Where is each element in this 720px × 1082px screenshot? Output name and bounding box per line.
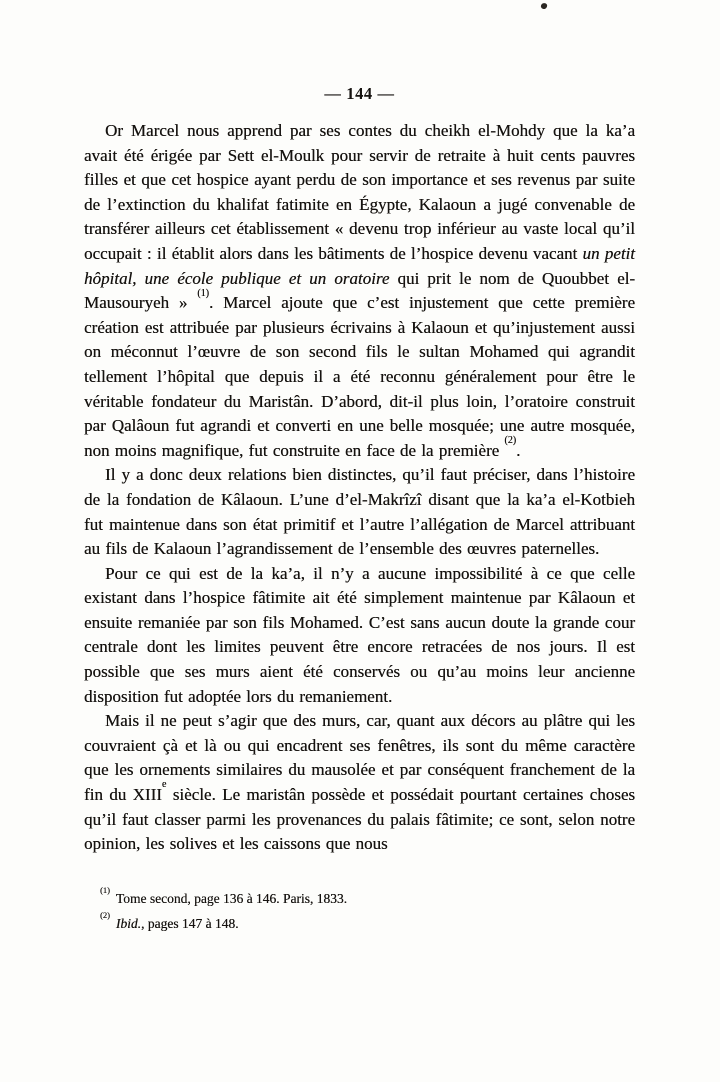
footnote-ref-2: (2) [504, 435, 517, 447]
text-run: Il y a donc deux relations bien distinctes, qu’il faut préciser, dans l’histoire de la fondation de Kâlaoun. L’une d’el-Makrîzî disant que la ka’a el-Kotbieh fut maintenue dans son état primitif et l’autre l’allégation de Marcel attribuant au fils de Kalaoun l’agrandissement de l’ensemble des œuvres paternelles. [84, 465, 635, 559]
footnote-ref-1: (1) [197, 287, 209, 299]
text-run: . [516, 440, 521, 460]
footnote-ibid: Ibid. [115, 915, 142, 931]
page-number-header: — 144 — [324, 84, 395, 103]
text-run: Mais il ne peut s’agir que des murs, car, quant aux décors au plâtre qui les couvraient çà et là ou qui encadrent ses fenêtres, ils sont du même caractère que les ornements similaires du mausolée et par conséquent franchement de la fin du XIII [84, 711, 635, 805]
text-run: siècle. Le maristân possède et possédait pourtant certaines choses qu’il faut classer parmi les provenances du palais fâtimite; ce sont, selon notre opinion, les solives et les caissons que nous [84, 785, 635, 854]
text-run: Pour ce qui est de la ka’a, il n’y a aucune impossibilité à ce que celle existant dans l’hospice fâtimite ait été simplement maintenue par Kâlaoun et ensuite remaniée par son fils Mohamed. C’est sans aucun doute la grande cour centrale dont les limites peuvent être encore retracées de nos jours. Il est possible que ses murs aient été conservés ou qu’au moins leur ancienne disposition fut adoptée lors du remaniement. [84, 563, 635, 706]
paragraph-2 [84, 463, 635, 561]
text-run: Or Marcel nous apprend par ses contes du cheikh el-Mohdy que la ka’a avait été érigée par Sett el-Moulk pour servir de retraite à huit cents pauvres filles et que cet hospice ayant perdu de son importance et ses revenus par suite de l’extinction du khalifat fatimite en Égypte, Kalaoun a jugé convenable de transférer ailleurs cet établissement « devenu trop inférieur au vaste local qu’il occupait : il établit alors dans les bâtiments de l’hospice devenu vacant [84, 121, 635, 263]
footnote-text: , pages 147 à 148. [141, 915, 239, 931]
paragraph-3 [84, 562, 635, 710]
text-block [84, 84, 635, 936]
text-run: qui prit le nom de Quoubbet el-Mausouryeh » [84, 268, 635, 313]
footnote-marker-1: (1) [100, 885, 110, 896]
footnotes [84, 887, 635, 937]
italic-phrase: un petit hôpital, une école publique et un oratoire [84, 243, 635, 288]
ordinal-superscript: e [161, 779, 167, 791]
ink-speck [540, 2, 548, 10]
paragraph-1 [84, 119, 635, 463]
page-body [84, 119, 635, 857]
footnote-2 [84, 912, 635, 937]
paragraph-4 [84, 709, 635, 857]
text-run: . Marcel ajoute que c’est injustement que cette première création est attribuée par plusieurs écrivains à Kalaoun et qu’injustement aussi on méconnut l’œuvre de son second fils le sultan Mohamed qui agrandit tellement l’hôpital que depuis il a été reconnu généralement pour être le véritable fondateur du Maristân. D’abord, dit-il plus loin, l’oratoire construit par Qalâoun fut agrandi et converti en une belle mosquée; une autre mosquée, non moins magnifique, fut construite en face de la première [84, 293, 636, 460]
footnote-1 [84, 887, 635, 912]
footnote-marker-2: (2) [100, 910, 110, 921]
footnote-text: Tome second, page 136 à 146. Paris, 1833. [115, 890, 348, 906]
